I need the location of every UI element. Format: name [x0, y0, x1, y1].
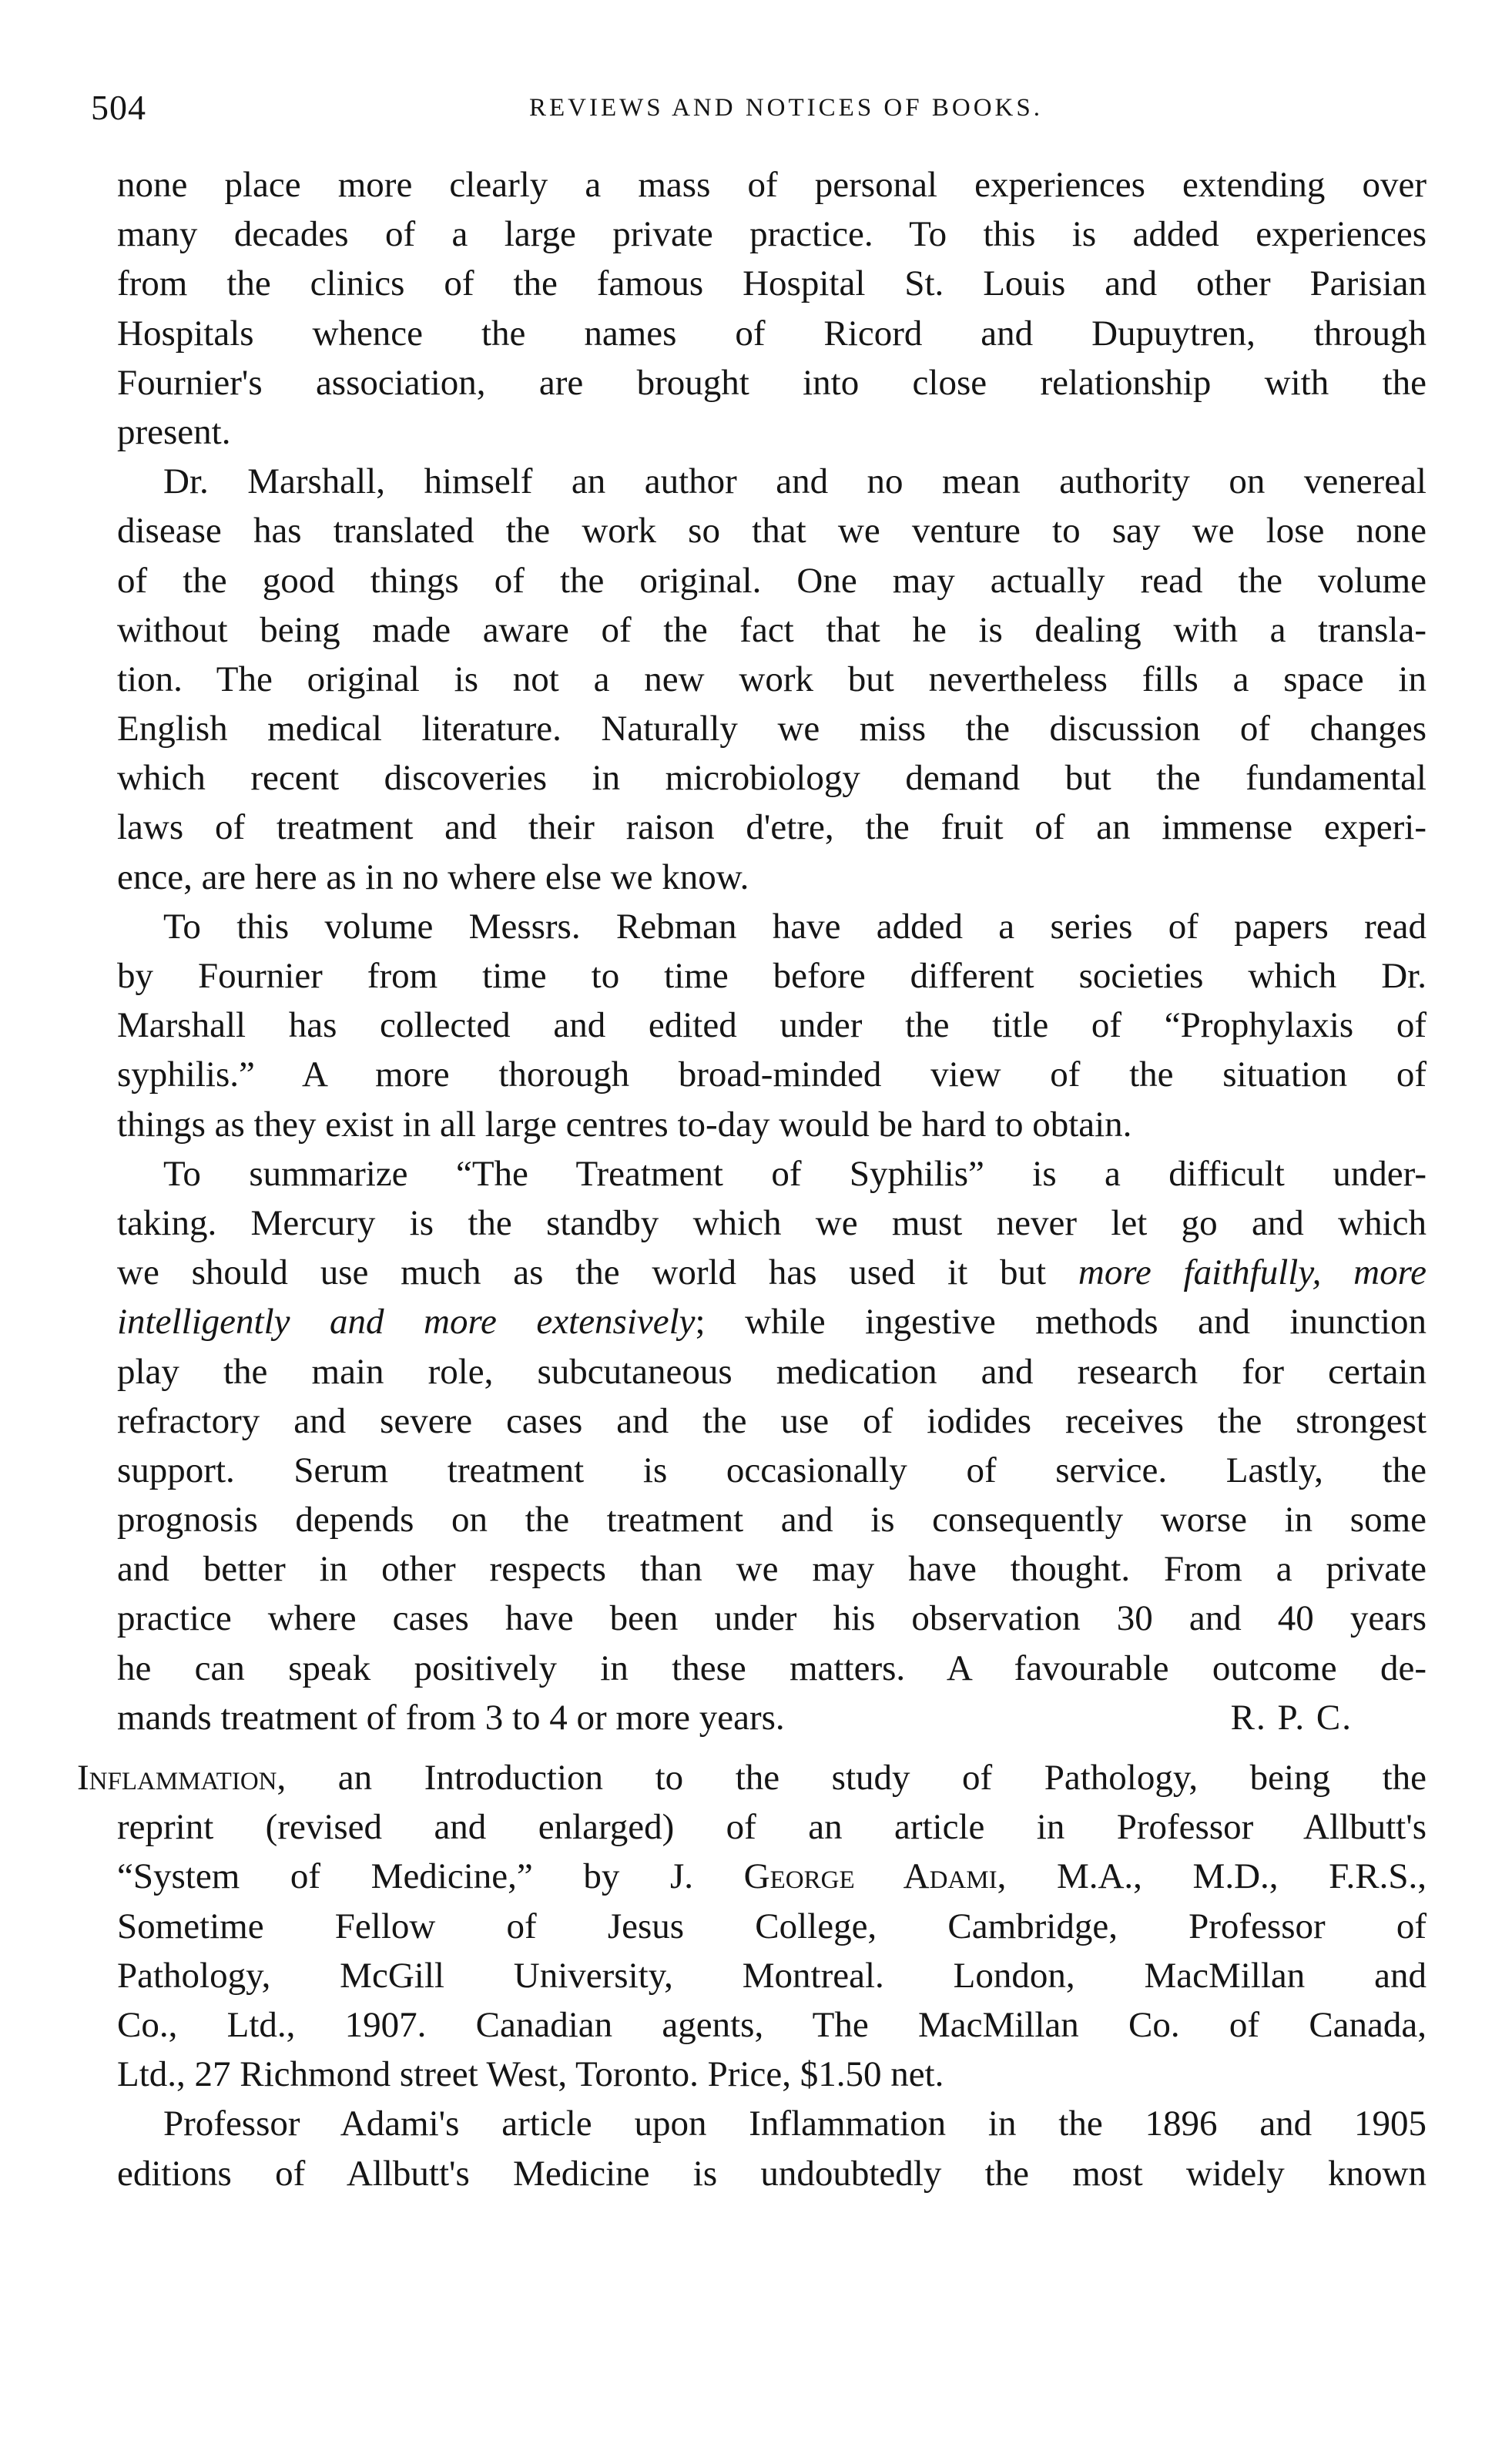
text-line: from the clinics of the famous Hospital St. Louis and other Parisian — [117, 263, 1427, 304]
text-line: Pathology, McGill University, Montreal. London, MacMillan and — [117, 1955, 1427, 1996]
text-line: Co., Ltd., 1907. Canadian agents, The MacMillan Co. of Canada, — [117, 2004, 1427, 2045]
reviewer-signature: R. P. C. — [1230, 1697, 1353, 1738]
page-body — [77, 160, 1427, 2198]
text-line: ence, are here as in no where else we know. — [117, 857, 749, 897]
text-line: without being made aware of the fact that he is dealing with a transla- — [117, 609, 1427, 650]
text-line: editions of Allbutt's Medicine is undoubtedly the most widely known — [117, 2153, 1427, 2194]
text-line — [117, 1852, 1427, 1901]
text-line: Fournier's association, are brought into close relationship with the — [117, 362, 1427, 403]
text-segment: , an Introduction to the study of Pathology, being the — [277, 1758, 1427, 1798]
text-line: tion. The original is not a new work but nevertheless fills a space in — [117, 659, 1427, 699]
text-line: Ltd., 27 Richmond street West, Toronto. Price, $1.50 net. — [117, 2054, 944, 2095]
text-line — [77, 1753, 1427, 1802]
text-segment: ; while ingestive methods and inunction — [695, 1302, 1427, 1343]
page-header — [91, 83, 1435, 132]
text-line: practice where cases have been under his observation 30 and 40 years — [117, 1598, 1427, 1639]
text-segment: mands treatment of from 3 to 4 or more years. — [117, 1697, 785, 1738]
text-line: To summarize “The Treatment of Syphilis” is a difficult under- — [163, 1153, 1427, 1194]
text-line: taking. Mercury is the standby which we must never let go and which — [117, 1202, 1427, 1243]
text-line: many decades of a large private practice. To this is added experiences — [117, 214, 1427, 255]
text-line: by Fournier from time to time before different societies which Dr. — [117, 956, 1427, 996]
text-line — [117, 1693, 1427, 1742]
text-line: and better in other respects than we may have thought. From a private — [117, 1549, 1427, 1590]
text-line: disease has translated the work so that we venture to say we lose none — [117, 511, 1427, 551]
text-line: none place more clearly a mass of personal experiences extending over — [117, 165, 1427, 205]
text-segment: we should use much as the world has used it but — [117, 1252, 1078, 1293]
paragraph — [117, 457, 1427, 902]
book-entry — [77, 1753, 1427, 2099]
text-line: things as they exist in all large centres to-day would be hard to obtain. — [117, 1104, 1132, 1145]
paragraph — [117, 160, 1427, 457]
running-head: REVIEWS AND NOTICES OF BOOKS. — [529, 94, 1043, 122]
text-line: refractory and severe cases and the use of iodides receives the strongest — [117, 1400, 1427, 1441]
text-line: To this volume Messrs. Rebman have added a series of papers read — [163, 906, 1427, 947]
text-line: Sometime Fellow of Jesus College, Cambridge, Professor of — [117, 1906, 1427, 1946]
author-name: George Adami — [743, 1856, 997, 1897]
text-line: play the main role, subcutaneous medication and research for certain — [117, 1351, 1427, 1392]
text-line — [117, 1248, 1427, 1297]
text-line: Marshall has collected and edited under the title of “Prophylaxis of — [117, 1005, 1427, 1046]
text-line: Dr. Marshall, himself an author and no mean authority on venereal — [163, 461, 1427, 502]
text-line: of the good things of the original. One may actually read the volume — [117, 560, 1427, 601]
text-line: Professor Adami's article upon Inflammation in the 1896 and 1905 — [163, 2104, 1427, 2144]
text-line: English medical literature. Naturally we miss the discussion of changes — [117, 709, 1427, 749]
text-line: laws of treatment and their raison d'etre, the fruit of an immense experi- — [117, 807, 1427, 848]
italic-text: more faithfully, more — [1078, 1252, 1427, 1293]
paragraph — [117, 1149, 1427, 1742]
paragraph — [117, 902, 1427, 1149]
text-line: which recent discoveries in microbiology demand but the fundamental — [117, 758, 1427, 799]
paragraph — [117, 2099, 1427, 2198]
text-line — [117, 1297, 1427, 1346]
text-line: support. Serum treatment is occasionally of service. Lastly, the — [117, 1450, 1427, 1490]
text-line: present. — [117, 411, 231, 452]
italic-text: intelligently and more extensively — [117, 1302, 696, 1343]
book-title: Inflammation — [77, 1758, 277, 1798]
page-number: 504 — [91, 88, 146, 127]
spacer — [117, 1742, 1427, 1753]
text-line: reprint (revised and enlarged) of an article in Professor Allbutt's — [117, 1807, 1427, 1848]
text-line: Hospitals whence the names of Ricord and Dupuytren, through — [117, 313, 1427, 354]
text-segment: , M.A., M.D., F.R.S., — [997, 1856, 1427, 1897]
text-line: he can speak positively in these matters. A favourable outcome de- — [117, 1648, 1427, 1688]
text-line: syphilis.” A more thorough broad-minded view of the situation of — [117, 1054, 1427, 1095]
text-line: prognosis depends on the treatment and is consequently worse in some — [117, 1500, 1427, 1540]
text-segment: “System of Medicine,” by J. — [117, 1856, 744, 1897]
